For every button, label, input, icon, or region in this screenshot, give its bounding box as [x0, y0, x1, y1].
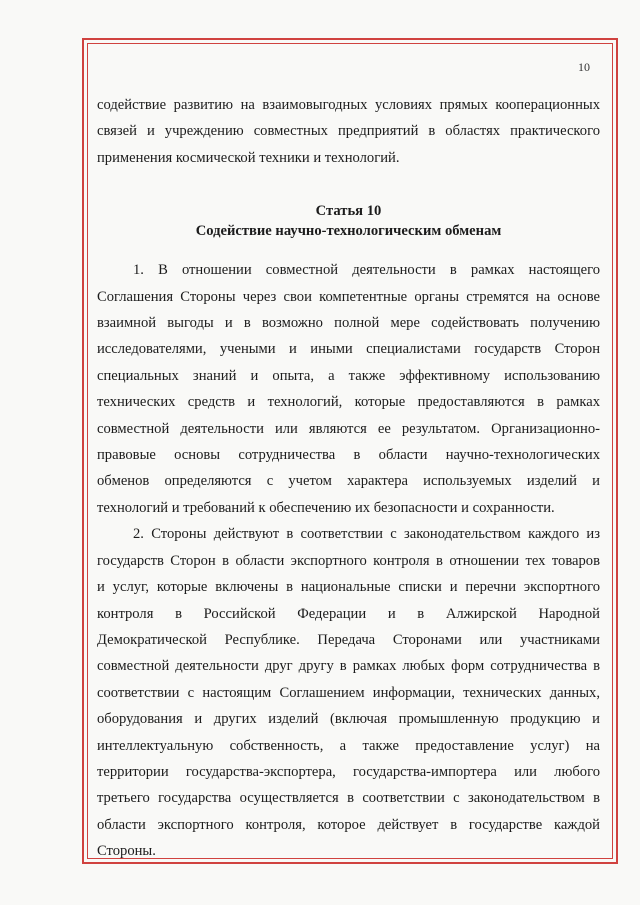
text-line: интеллектуальную собственность, а также предоставление услуг) на — [97, 737, 600, 754]
text-line: 2. Стороны действуют в соответствии с законодательством каждого из — [133, 526, 600, 543]
text-line: взаимной выгоды и в возможно полной мере содействовать получению — [97, 315, 600, 332]
text-line: государств Сторон в области экспортного контроля в отношении тех товаров — [97, 552, 600, 569]
text-line: содействие развитию на взаимовыгодных условиях прямых кооперационных — [97, 97, 600, 113]
article-number: Статья 10 — [315, 203, 382, 220]
text-line: исследователями, учеными и иными специалистами государств Сторон — [97, 341, 600, 358]
text-line: технологий и требований к обеспечению их безопасности и сохранности. — [97, 499, 555, 516]
article-title: Содействие научно-технологическим обменам — [195, 223, 502, 240]
text-line: обменов определяются с учетом характера используемых изделий и — [97, 473, 600, 490]
text-line: технических средств и технологий, которые предоставляются в рамках — [97, 394, 600, 411]
text-line: соответствии с настоящим Соглашением информации, технических данных, — [97, 684, 600, 701]
paragraph-1 — [97, 257, 600, 521]
text-line: оборудования и других изделий (включая промышленную продукцию и — [97, 711, 600, 728]
text-line: и услуг, которые включены в национальные списки и перечни экспортного — [97, 579, 600, 596]
text-line: Стороны. — [97, 843, 156, 860]
text-line: контроля в Российской Федерации и в Алжирской Народной — [97, 605, 600, 622]
opening-paragraph — [97, 92, 600, 171]
text-line: правовые основы сотрудничества в области научно-технологических — [97, 447, 600, 464]
text-line: совместной деятельности друг другу в рамках любых форм сотрудничества в — [97, 658, 600, 675]
text-line: Соглашения Стороны через свои компетентные органы стремятся на основе — [97, 288, 600, 305]
text-line: Демократической Республике. Передача Сторонами или участниками — [97, 631, 600, 648]
text-line: территории государства-экспортера, государства-импортера или любого — [97, 763, 600, 780]
page-number: 10 — [578, 60, 590, 74]
text-line: 1. В отношении совместной деятельности в рамках настоящего — [133, 262, 600, 279]
text-line: специальных знаний и опыта, а также эффективному использованию — [97, 367, 600, 384]
text-line: области экспортного контроля, которое действует в государстве каждой — [97, 816, 600, 833]
text-line: третьего государства осуществляется в соответствии с законодательством в — [97, 790, 600, 807]
text-line: совместной деятельности или являются ее результатом. Организационно- — [97, 420, 600, 437]
text-line: применения космической техники и технологий. — [97, 149, 400, 166]
document-body — [97, 92, 600, 865]
paragraph-2 — [97, 521, 600, 864]
text-line: связей и учреждению совместных предприятий в областях практического — [97, 123, 600, 140]
